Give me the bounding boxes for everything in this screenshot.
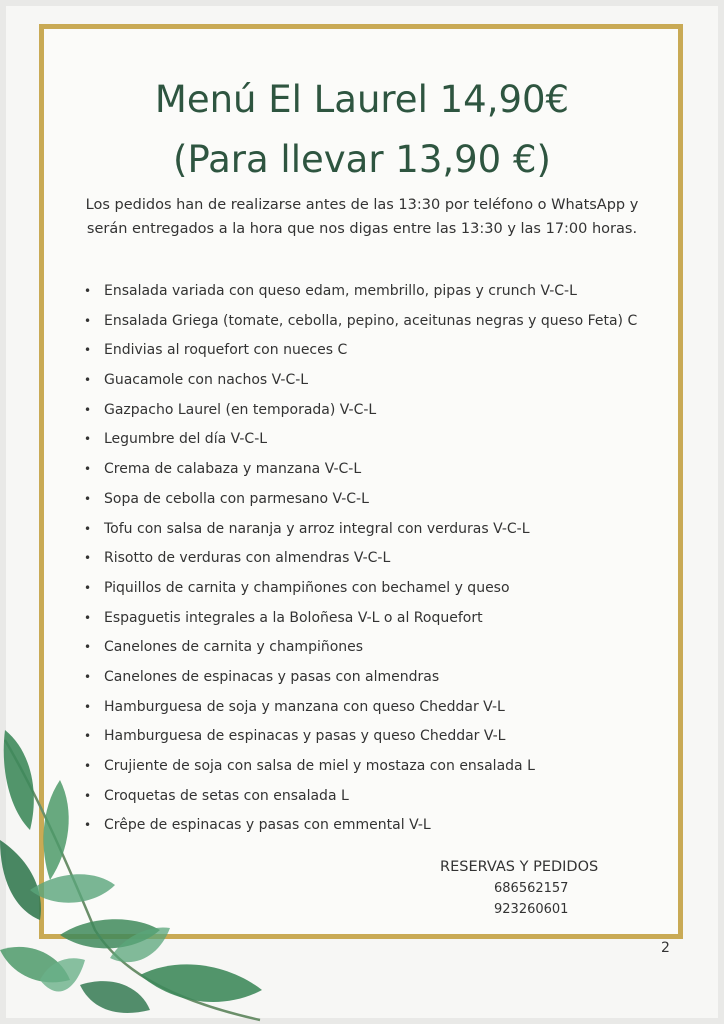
- menu-item-label: Hamburguesa de espinacas y pasas y queso Cheddar V-L: [104, 728, 506, 745]
- bullet-icon: •: [84, 788, 92, 803]
- menu-item: [80, 544, 680, 574]
- menu-item: [80, 515, 680, 545]
- menu-item-label: Crujiente de soja con salsa de miel y mostaza con ensalada L: [104, 758, 535, 774]
- bullet-icon: •: [84, 521, 92, 536]
- bullet-icon: •: [84, 491, 92, 506]
- bullet-icon: •: [84, 402, 92, 417]
- bullet-icon: •: [84, 551, 92, 566]
- bullet-icon: •: [84, 580, 92, 595]
- menu-item: [80, 307, 680, 337]
- contact-heading: RESERVAS Y PEDIDOS: [440, 859, 599, 875]
- menu-item-label: Ensalada Griega (tomate, cebolla, pepino, aceitunas negras y queso Feta) C: [104, 312, 638, 329]
- menu-item-label: Tofu con salsa de naranja y arroz integral con verduras V-C-L: [104, 520, 530, 537]
- bullet-icon: •: [84, 462, 92, 477]
- order-instructions: Los pedidos han de realizarse antes de las 13:30 por teléfono o WhatsApp y serán entregados a la hora que nos digas entre las 13:30 y las 17:00 horas.: [85, 197, 639, 237]
- menu-item-label: Guacamole con nachos V-C-L: [104, 372, 309, 389]
- eucalyptus-leaves-decoration: [0, 720, 270, 1024]
- menu-item-label: Piquillos de carnita y champiñones con bechamel y queso: [104, 579, 510, 596]
- bullet-icon: •: [84, 284, 92, 298]
- menu-item-label: Ensalada variada con queso edam, membrillo, pipas y crunch V-C-L: [104, 283, 577, 299]
- menu-item-label: Espaguetis integrales a la Boloñesa V-L o al Roquefort: [104, 609, 483, 626]
- bullet-icon: •: [84, 640, 92, 655]
- menu-item: [80, 604, 680, 634]
- menu-item-label: Risotto de verduras con almendras V-C-L: [104, 550, 391, 567]
- leaf: [30, 874, 115, 902]
- bullet-icon: •: [84, 610, 92, 625]
- contact-block: [440, 856, 670, 920]
- menu-item: [80, 396, 680, 426]
- menu-item: [80, 425, 680, 455]
- menu-item-label: Canelones de carnita y champiñones: [104, 639, 364, 656]
- phone-number-2: 923260601: [494, 902, 569, 917]
- leaf: [4, 730, 34, 830]
- menu-item: [80, 693, 680, 723]
- menu-item-label: Crêpe de espinacas y pasas con emmental V-L: [104, 817, 431, 834]
- leaf: [140, 964, 262, 1002]
- menu-item-label: Crema de calabaza y manzana V-C-L: [104, 461, 362, 478]
- menu-item: [80, 336, 680, 366]
- leaf: [43, 780, 68, 880]
- menu-item: [80, 574, 680, 604]
- menu-item: [80, 277, 680, 307]
- menu-item-label: Legumbre del día V-C-L: [104, 431, 268, 448]
- bullet-icon: •: [84, 313, 92, 328]
- page-number: 2: [661, 940, 670, 956]
- takeaway-price: (Para llevar 13,90 €): [173, 138, 551, 181]
- leaf: [80, 981, 150, 1013]
- leaf: [0, 840, 41, 920]
- menu-item-label: Canelones de espinacas y pasas con almendras: [104, 668, 440, 685]
- bullet-icon: •: [84, 729, 92, 744]
- bullet-icon: •: [84, 818, 92, 833]
- menu-item: [80, 366, 680, 396]
- menu-item-label: Gazpacho Laurel (en temporada) V-C-L: [104, 401, 377, 418]
- bullet-icon: •: [84, 373, 92, 388]
- bullet-icon: •: [84, 432, 92, 447]
- menu-title: Menú El Laurel 14,90€: [154, 78, 570, 121]
- menu-item-label: Endivias al roquefort con nueces C: [104, 342, 348, 359]
- menu-item-label: Hamburguesa de soja y manzana con queso Cheddar V-L: [104, 698, 505, 715]
- menu-item: [80, 485, 680, 515]
- bullet-icon: •: [84, 669, 92, 684]
- menu-item: [80, 663, 680, 693]
- menu-item: [80, 455, 680, 485]
- bullet-icon: •: [84, 759, 92, 773]
- menu-item-label: Sopa de cebolla con parmesano V-C-L: [104, 490, 369, 507]
- bullet-icon: •: [84, 343, 92, 358]
- menu-item-label: Croquetas de setas con ensalada L: [104, 787, 349, 804]
- phone-number-1: 686562157: [494, 881, 569, 896]
- bullet-icon: •: [84, 699, 92, 714]
- menu-item: [80, 633, 680, 663]
